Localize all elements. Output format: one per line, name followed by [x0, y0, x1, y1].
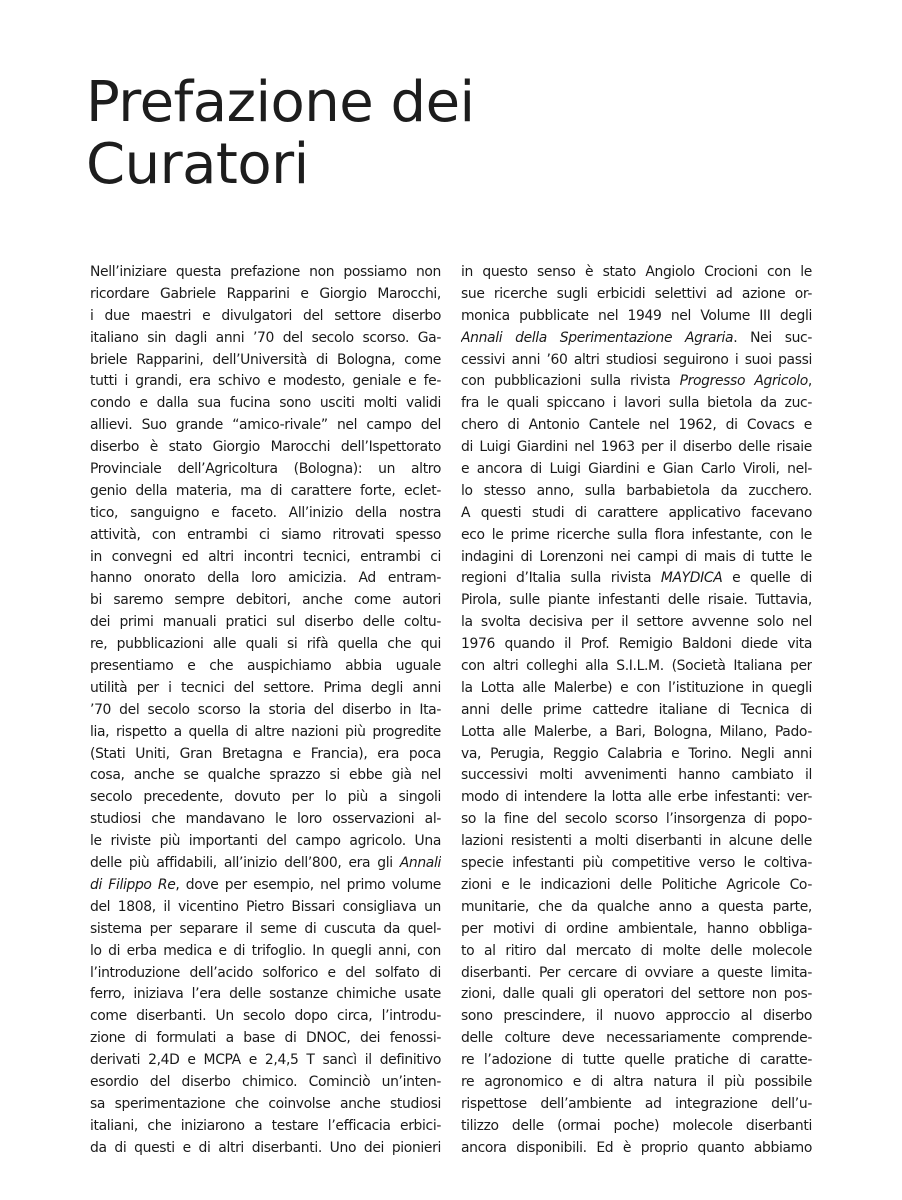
body-text: presentiamo e che auspichiamo abbia uguale: [90, 658, 441, 675]
right-column-line: [461, 875, 812, 897]
body-text: da di questi e di altri diserbanti. Uno dei pionieri: [90, 1139, 441, 1156]
left-column-line: [90, 656, 441, 678]
body-text: ,: [807, 373, 812, 390]
body-text: condo e dalla sua fucina sono usciti molti validi: [90, 395, 441, 412]
left-column-line: [90, 371, 441, 393]
body-text: e quelle di: [722, 570, 812, 587]
left-column-line: [90, 481, 441, 503]
body-text: esordio del diserbo chimico. Cominciò un’inten-: [90, 1073, 441, 1090]
body-text: italiani, che iniziarono a testare l’efficacia erbici-: [90, 1117, 441, 1134]
body-text: delle colture deve necessariamente comprende-: [461, 1030, 812, 1047]
right-column-line: [461, 678, 812, 700]
body-text: delle più affidabili, all’inizio dell’800, era gli: [90, 855, 400, 872]
right-column-line: [461, 831, 812, 853]
body-text: re l’adozione di tutte quelle pratiche di caratte-: [461, 1052, 812, 1069]
right-column-line: [461, 963, 812, 985]
left-column-line: [90, 350, 441, 372]
right-column-line: [461, 1072, 812, 1094]
body-text: successivi molti avvenimenti hanno cambiato il: [461, 767, 812, 784]
body-text: sa sperimentazione che coinvolse anche studiosi: [90, 1095, 441, 1112]
body-text: A questi studi di carattere applicativo facevano: [461, 504, 812, 521]
left-column-line: [90, 634, 441, 656]
left-column-line: [90, 262, 441, 284]
body-text: del 1808, il vicentino Pietro Bissari consigliava un: [90, 898, 441, 915]
right-column-line: [461, 941, 812, 963]
body-text: re, pubblicazioni alle quali si rifà quella che qui: [90, 636, 441, 653]
body-text: per motivi di ordine ambientale, hanno obbliga-: [461, 920, 812, 937]
left-column-line: [90, 437, 441, 459]
body-text: zioni e le indicazioni delle Politiche Agricole Co-: [461, 876, 812, 893]
left-column-line: [90, 1006, 441, 1028]
left-column-line: [90, 787, 441, 809]
right-column-line: [461, 1116, 812, 1138]
right-column-line: [461, 700, 812, 722]
right-column-line: [461, 328, 812, 350]
right-column-line: [461, 809, 812, 831]
body-text: utilità per i tecnici del settore. Prima degli anni: [90, 679, 441, 696]
body-text: con altri colleghi alla S.I.L.M. (Società Italiana per: [461, 658, 812, 675]
left-column-line: [90, 941, 441, 963]
body-text: italiano sin dagli anni ’70 del secolo scorso. Ga-: [90, 329, 441, 346]
left-column-line: [90, 765, 441, 787]
left-column-line: [90, 459, 441, 481]
left-column-line: [90, 897, 441, 919]
body-text: zione di formulati a base di DNOC, dei fenossi-: [90, 1030, 441, 1047]
body-text: genio della materia, ma di carattere forte, eclet-: [90, 482, 441, 499]
right-column-line: [461, 1094, 812, 1116]
right-column-line: [461, 371, 812, 393]
italic-text: MAYDICA: [660, 570, 723, 587]
body-text: tutti i grandi, era schivo e modesto, geniale e fe-: [90, 373, 441, 390]
body-text: bi saremo sempre debitori, anche come autori: [90, 592, 441, 609]
body-text: di Luigi Giardini nel 1963 per il diserbo delle risaie: [461, 439, 812, 456]
body-text: eco le prime ricerche sulla flora infestante, con le: [461, 526, 812, 543]
left-column-line: [90, 919, 441, 941]
body-text: diserbanti. Per cercare di ovviare a queste limita-: [461, 964, 812, 981]
body-text: anni delle prime cattedre italiane di Tecnica di: [461, 701, 812, 718]
body-text: va, Perugia, Reggio Calabria e Torino. Negli anni: [461, 745, 812, 762]
body-text: la svolta decisiva per il settore avvenne solo nel: [461, 614, 812, 631]
right-column-line: [461, 722, 812, 744]
body-text: come diserbanti. Un secolo dopo circa, l’introdu-: [90, 1008, 441, 1025]
left-text-column: [90, 262, 441, 1160]
body-text: briele Rapparini, dell’Università di Bologna, come: [90, 351, 441, 368]
left-column-line: [90, 1028, 441, 1050]
body-text: indagini di Lorenzoni nei campi di mais di tutte le: [461, 548, 812, 565]
body-text: l’introduzione dell’acido solforico e del solfato di: [90, 964, 441, 981]
right-column-line: [461, 656, 812, 678]
body-text: le riviste più importanti del campo agricolo. Una: [90, 833, 441, 850]
body-text: lazioni resistenti a molti diserbanti in alcune delle: [461, 833, 812, 850]
right-column-line: [461, 853, 812, 875]
right-text-column: [461, 262, 812, 1160]
right-column-line: [461, 503, 812, 525]
right-column-line: [461, 744, 812, 766]
left-column-line: [90, 963, 441, 985]
left-column-line: [90, 328, 441, 350]
body-text: e ancora di Luigi Giardini e Gian Carlo Viroli, nel-: [461, 461, 812, 478]
right-column-line: [461, 547, 812, 569]
left-column-line: [90, 722, 441, 744]
body-text: regioni d’Italia sulla rivista: [461, 570, 661, 587]
body-text: dei primi manuali pratici sul diserbo delle coltu-: [90, 614, 441, 631]
italic-text: Progresso Agricolo: [679, 373, 808, 390]
body-text: , dove per esempio, nel primo volume: [175, 876, 441, 893]
right-column-line: [461, 765, 812, 787]
body-text: lo stesso anno, sulla barbabietola da zucchero.: [461, 482, 812, 499]
left-column-line: [90, 612, 441, 634]
body-text: studiosi che mandavano le loro osservazioni al-: [90, 811, 441, 828]
body-text: Lotta alle Malerbe, a Bari, Bologna, Milano, Pado-: [461, 723, 812, 740]
left-column-line: [90, 568, 441, 590]
body-text: . Nei suc-: [733, 329, 812, 346]
right-column-line: [461, 481, 812, 503]
left-column-line: [90, 525, 441, 547]
right-column-line: [461, 919, 812, 941]
body-text: Provinciale dell’Agricoltura (Bologna): un altro: [90, 461, 441, 478]
body-text: secolo precedente, dovuto per lo più a singoli: [90, 789, 441, 806]
body-text: allievi. Suo grande “amico-rivale” nel campo del: [90, 417, 441, 434]
body-text: la Lotta alle Malerbe) e con l’istituzione in quegli: [461, 679, 812, 696]
italic-text: Annali della Sperimentazione Agraria: [461, 329, 734, 346]
italic-text: Annali: [399, 855, 441, 872]
right-column-line: [461, 568, 812, 590]
body-text: specie infestanti più competitive verso le coltiva-: [461, 855, 812, 872]
body-text: con pubblicazioni sulla rivista: [461, 373, 680, 390]
body-text: modo di intendere la lotta alle erbe infestanti: ver-: [461, 789, 812, 806]
body-text: fra le quali spiccano i lavori sulla bietola da zuc-: [461, 395, 812, 412]
italic-text: di Filippo Re: [90, 876, 176, 893]
right-column-line: [461, 787, 812, 809]
body-text: sue ricerche sugli erbicidi selettivi ad azione or-: [461, 285, 812, 302]
body-text: derivati 2,4D e MCPA e 2,4,5 T sancì il definitivo: [90, 1052, 441, 1069]
left-column-line: [90, 547, 441, 569]
left-column-line: [90, 284, 441, 306]
right-column-line: [461, 1028, 812, 1050]
left-column-line: [90, 306, 441, 328]
left-column-line: [90, 503, 441, 525]
left-column-line: [90, 1094, 441, 1116]
left-column-line: [90, 875, 441, 897]
body-text: 1976 quando il Prof. Remigio Baldoni diede vita: [461, 636, 812, 653]
body-text: i due maestri e divulgatori del settore diserbo: [90, 307, 441, 324]
body-text: tilizzo delle (ormai poche) molecole diserbanti: [461, 1117, 812, 1134]
left-column-line: [90, 853, 441, 875]
body-text: (Stati Uniti, Gran Bretagna e Francia), era poca: [90, 745, 441, 762]
body-text: hanno onorato della loro amicizia. Ad entram-: [90, 570, 441, 587]
right-column-line: [461, 1138, 812, 1160]
left-column-line: [90, 700, 441, 722]
body-text: ricordare Gabriele Rapparini e Giorgio Marocchi,: [90, 285, 441, 302]
body-text: ancora disponibili. Ed è proprio quanto abbiamo: [461, 1139, 812, 1156]
right-column-line: [461, 590, 812, 612]
right-column-line: [461, 525, 812, 547]
body-text: cessivi anni ’60 altri studiosi seguirono i suoi passi: [461, 351, 812, 368]
left-column-line: [90, 1072, 441, 1094]
page-title-line-1: Prefazione dei: [86, 70, 475, 135]
body-text: lia, rispetto a quella di altre nazioni più progredite: [90, 723, 441, 740]
left-column-line: [90, 744, 441, 766]
left-column-line: [90, 678, 441, 700]
left-column-line: [90, 809, 441, 831]
body-text: sistema per separare il seme di cuscuta da quel-: [90, 920, 441, 937]
body-text: in convegni ed altri incontri tecnici, entrambi ci: [90, 548, 441, 565]
body-text: cosa, anche se qualche sprazzo si ebbe già nel: [90, 767, 441, 784]
right-column-line: [461, 415, 812, 437]
body-text: so la fine del secolo scorso l’insorgenza di popo-: [461, 811, 812, 828]
body-text: attività, con entrambi ci siamo ritrovati spesso: [90, 526, 441, 543]
right-column-line: [461, 306, 812, 328]
left-column-line: [90, 984, 441, 1006]
body-text: Nell’iniziare questa prefazione non possiamo non: [90, 264, 441, 280]
right-column-line: [461, 984, 812, 1006]
body-text: ferro, iniziava l’era delle sostanze chimiche usate: [90, 986, 441, 1003]
body-text: zioni, dalle quali gli operatori del settore non pos-: [461, 986, 812, 1003]
body-text: sono prescindere, il nuovo approccio al diserbo: [461, 1008, 812, 1025]
page-title: [86, 72, 475, 196]
right-column-line: [461, 284, 812, 306]
body-text: monica pubblicate nel 1949 nel Volume III degli: [461, 307, 812, 324]
right-column-line: [461, 1006, 812, 1028]
left-column-line: [90, 415, 441, 437]
right-column-line: [461, 1050, 812, 1072]
left-column-line: [90, 590, 441, 612]
body-text: lo di erba medica e di trifoglio. In quegli anni, con: [90, 942, 441, 959]
body-text: in questo senso è stato Angiolo Crocioni con le: [461, 264, 812, 280]
left-column-line: [90, 1116, 441, 1138]
body-text: diserbo è stato Giorgio Marocchi dell’Ispettorato: [90, 439, 441, 456]
left-column-line: [90, 393, 441, 415]
right-column-line: [461, 459, 812, 481]
right-column-line: [461, 634, 812, 656]
left-column-line: [90, 831, 441, 853]
body-text: rispettose dell’ambiente ad integrazione dell’u-: [461, 1095, 812, 1112]
body-text: chero di Antonio Cantele nel 1962, di Covacs e: [461, 417, 812, 434]
right-column-line: [461, 393, 812, 415]
right-column-line: [461, 262, 812, 284]
right-column-line: [461, 437, 812, 459]
body-text: to al ritiro dal mercato di molte delle molecole: [461, 942, 812, 959]
right-column-line: [461, 897, 812, 919]
left-column-line: [90, 1138, 441, 1160]
right-column-line: [461, 350, 812, 372]
page-title-line-2: Curatori: [86, 132, 309, 197]
body-text: munitarie, che da qualche anno a questa parte,: [461, 898, 812, 915]
body-text: re agronomico e di altra natura il più possibile: [461, 1073, 812, 1090]
body-text: ’70 del secolo scorso la storia del diserbo in Ita-: [90, 701, 441, 718]
right-column-line: [461, 612, 812, 634]
left-column-line: [90, 1050, 441, 1072]
body-text: Pirola, sulle piante infestanti delle risaie. Tuttavia,: [461, 592, 812, 609]
body-text: tico, sanguigno e faceto. All’inizio della nostra: [90, 504, 441, 521]
